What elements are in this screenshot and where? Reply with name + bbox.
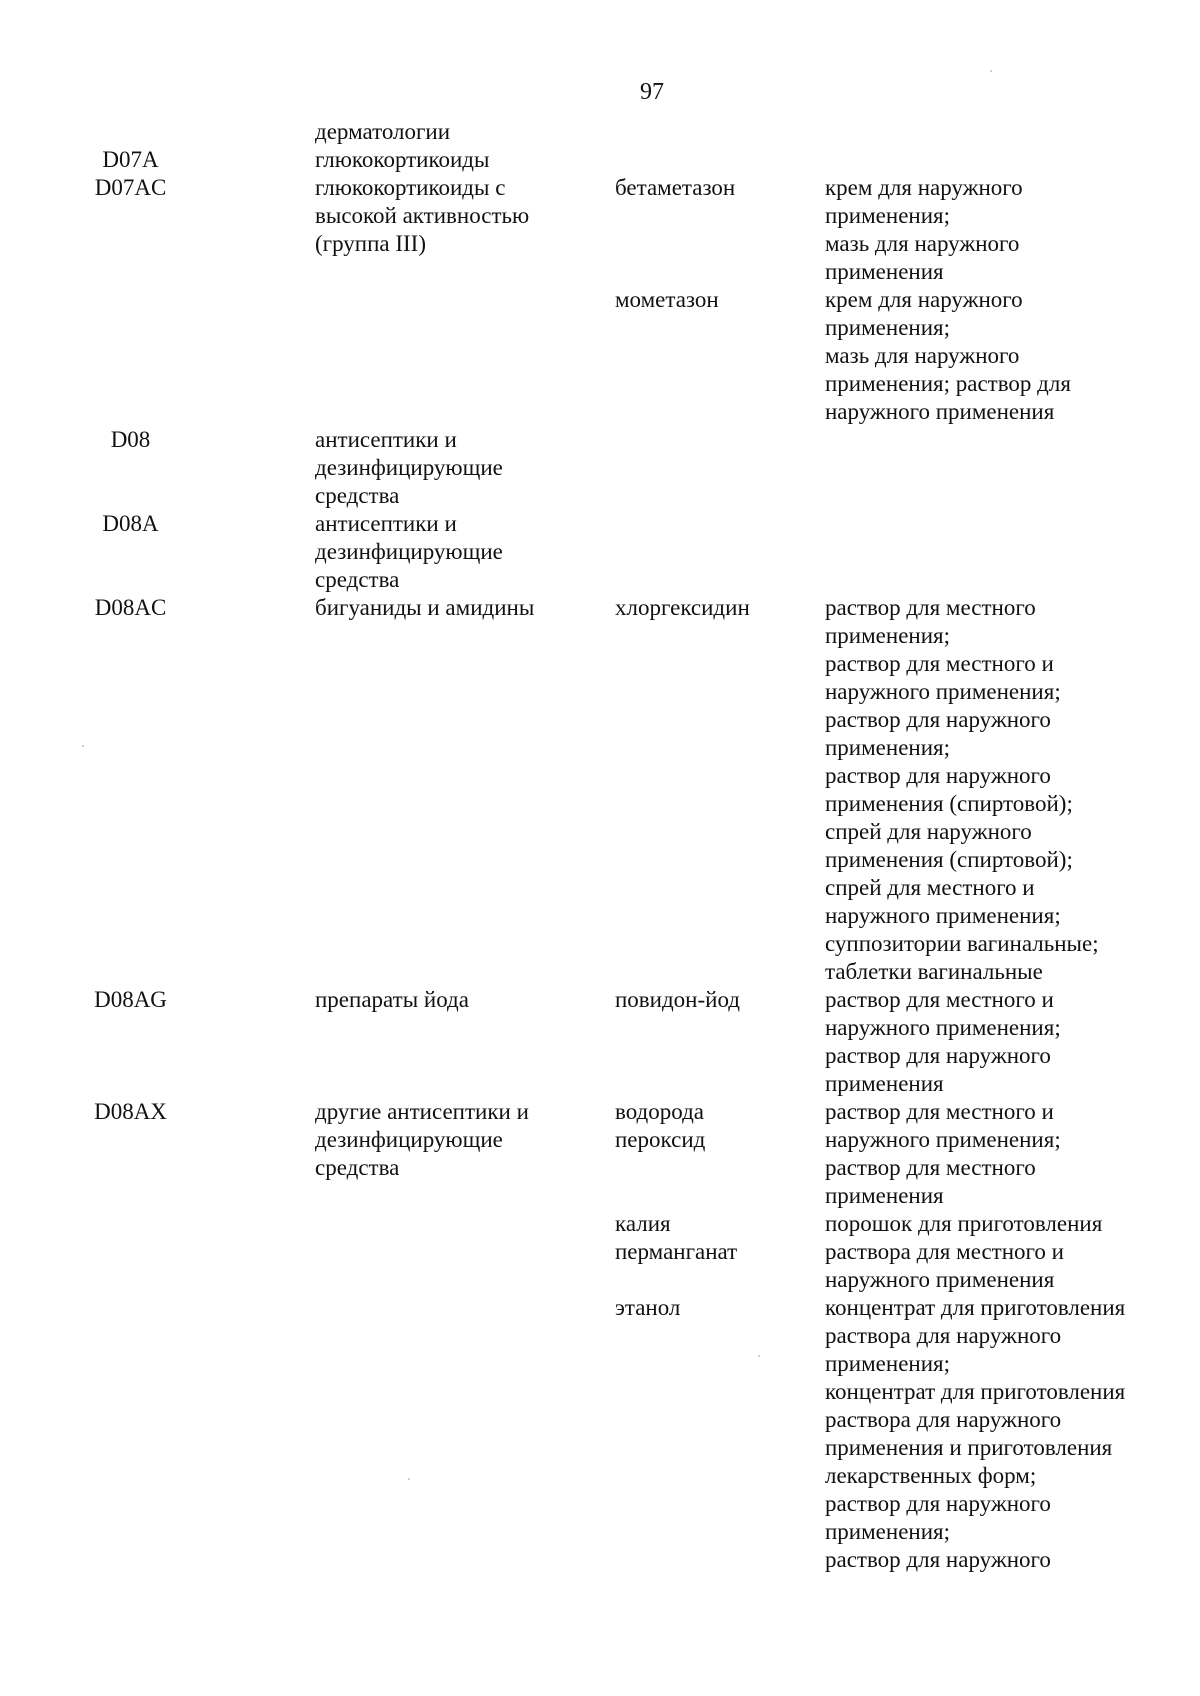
table-row	[0, 118, 1200, 146]
pharmacological-group: препараты йода	[315, 987, 469, 1012]
scan-speck	[758, 1355, 760, 1357]
atc-code: D07A	[102, 147, 159, 172]
dosage-form: раствор для местного применения; раствор для местного и наружного применения; раствор для наружного применения; раствор для наружного применения (спиртовой); спрей для наружного применения (спиртовой); спрей для местного и наружного применения; суппозитории вагинальные; таблетки вагинальные	[825, 595, 1099, 984]
dosage-form: крем для наружного применения; мазь для наружного применения; раствор для наружного применения	[825, 287, 1071, 424]
scan-speck	[408, 1478, 410, 1480]
table-row	[0, 1210, 1200, 1294]
table-row	[0, 174, 1200, 286]
drug-name: калия перманганат	[615, 1211, 738, 1264]
pharmacological-group: другие антисептики и дезинфицирующие средства	[315, 1099, 529, 1180]
drug-name: мометазон	[615, 287, 719, 312]
atc-code: D08AG	[94, 987, 167, 1012]
pharmacological-group: глюкокортикоиды с высокой активностью (группа III)	[315, 175, 530, 256]
scan-speck	[990, 70, 992, 72]
page-number: 97	[640, 79, 664, 105]
dosage-form: концентрат для приготовления раствора для наружного применения; концентрат для приготовления раствора для наружного применения и приготовления лекарственных форм; раствор для наружного применения; раствор для наружного	[825, 1295, 1126, 1572]
drug-name: водорода пероксид	[615, 1099, 706, 1152]
medication-table	[0, 118, 1200, 1574]
dosage-form: крем для наружного применения; мазь для наружного применения	[825, 175, 1023, 284]
table-row	[0, 1098, 1200, 1210]
drug-name: повидон-йод	[615, 987, 740, 1012]
drug-name: этанол	[615, 1295, 681, 1320]
table-row	[0, 510, 1200, 594]
atc-code: D08AC	[94, 595, 167, 620]
table-row	[0, 986, 1200, 1098]
dosage-form: раствор для местного и наружного применения; раствор для местного применения	[825, 1099, 1061, 1208]
dosage-form: раствор для местного и наружного применения; раствор для наружного применения	[825, 987, 1061, 1096]
atc-code: D08AX	[94, 1099, 167, 1124]
atc-code: D07AC	[94, 175, 167, 200]
table-row	[0, 146, 1200, 174]
table-row	[0, 426, 1200, 510]
pharmacological-group: антисептики и дезинфицирующие средства	[315, 427, 503, 508]
pharmacological-group: дерматологии	[315, 119, 451, 144]
drug-name: бетаметазон	[615, 175, 736, 200]
pharmacological-group: антисептики и дезинфицирующие средства	[315, 511, 503, 592]
atc-code: D08	[110, 427, 151, 452]
table-row	[0, 286, 1200, 426]
pharmacological-group: бигуаниды и амидины	[315, 595, 535, 620]
atc-code: D08A	[102, 511, 159, 536]
scan-speck	[82, 745, 84, 747]
dosage-form: порошок для приготовления раствора для местного и наружного применения	[825, 1211, 1103, 1292]
table-row	[0, 594, 1200, 986]
table-row	[0, 1294, 1200, 1574]
drug-name: хлоргексидин	[615, 595, 750, 620]
pharmacological-group: глюкокортикоиды	[315, 147, 490, 172]
